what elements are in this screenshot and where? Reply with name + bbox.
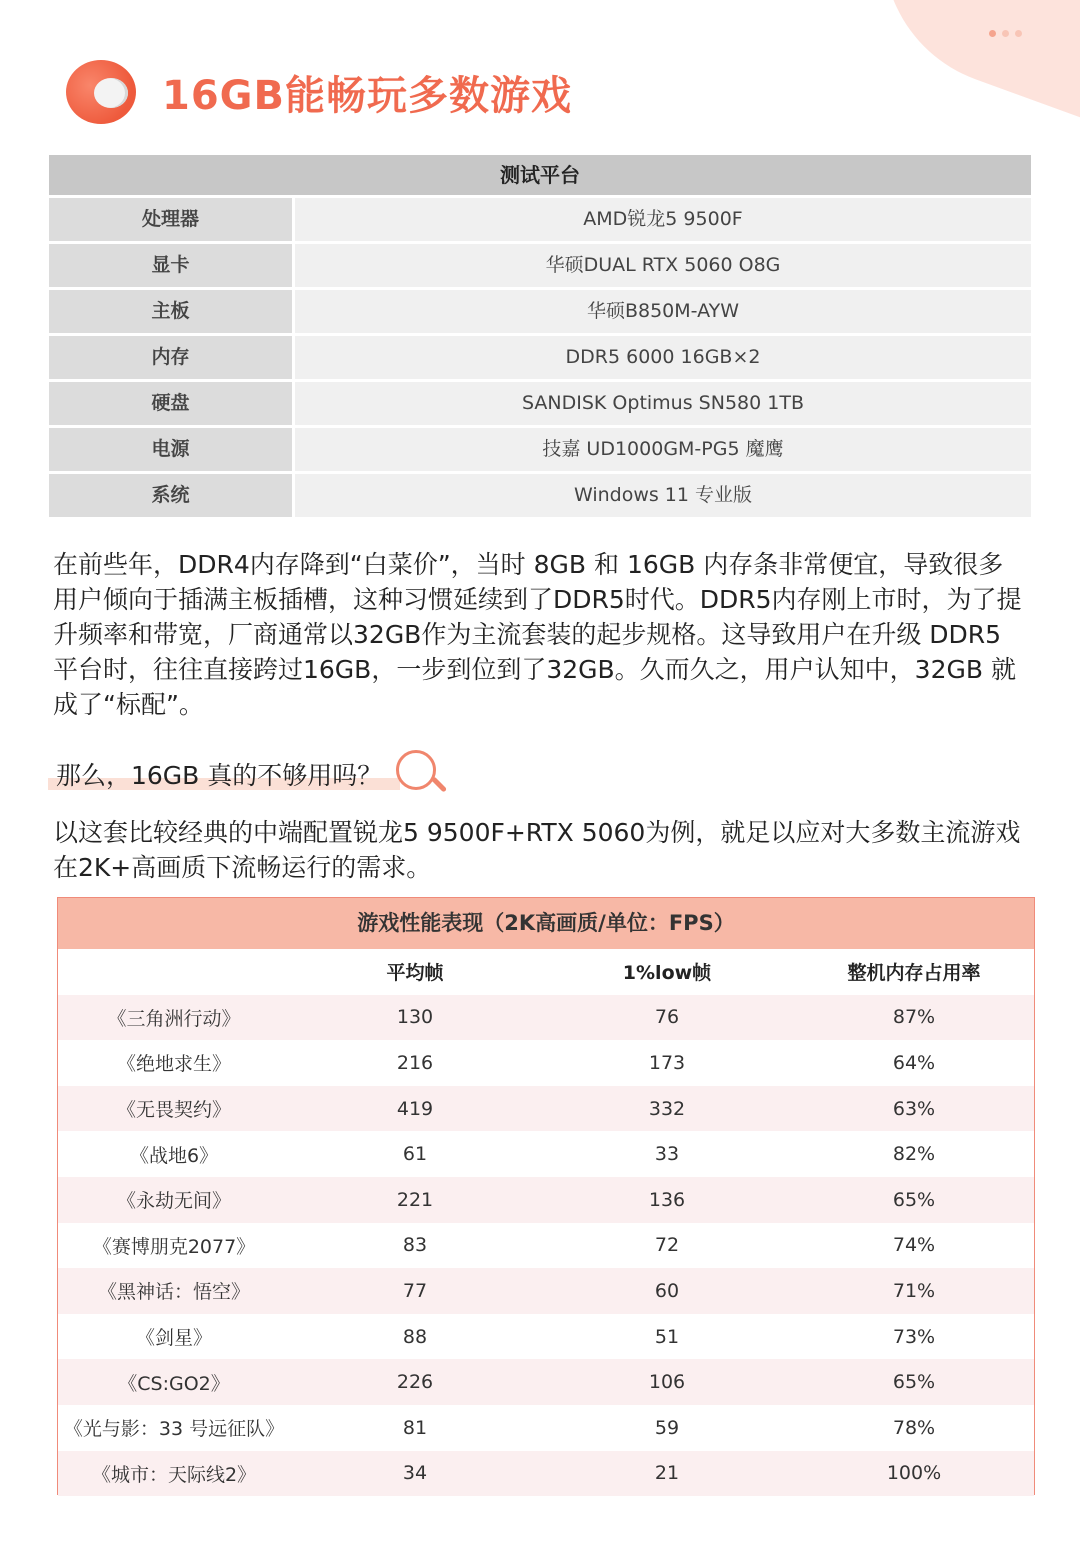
column-header: 平均帧 [386, 962, 444, 985]
table-row [58, 1131, 1034, 1177]
spec-value: AMD锐龙5 9500F [295, 198, 1031, 241]
table-row [58, 1223, 1034, 1269]
game-name: 《三角洲行动》 [107, 1007, 241, 1030]
low-fps: 59 [654, 1416, 680, 1439]
game-name: 《剑星》 [135, 1327, 212, 1350]
low-fps: 33 [654, 1143, 680, 1166]
spec-key: 硬盘 [49, 382, 292, 425]
spec-key: 主板 [49, 290, 292, 333]
spec-value: 技嘉 UD1000GM-PG5 魔鹰 [295, 428, 1031, 471]
performance-table [57, 897, 1035, 1495]
avg-fps: 34 [402, 1462, 428, 1485]
memory-usage: 74% [892, 1234, 936, 1257]
magnifier-icon [394, 748, 448, 800]
memory-usage: 78% [892, 1416, 936, 1439]
spec-table-header: 测试平台 [49, 155, 1031, 195]
table-row [58, 1177, 1034, 1223]
avg-fps: 130 [396, 1006, 434, 1029]
memory-usage: 71% [892, 1279, 936, 1302]
spec-row [49, 336, 1031, 379]
game-name: 《CS:GO2》 [118, 1372, 230, 1395]
page-heading [66, 60, 572, 124]
spec-row [49, 428, 1031, 471]
avg-fps: 81 [402, 1416, 428, 1439]
game-name: 《城市：天际线2》 [91, 1463, 257, 1486]
column-header: 1%low帧 [622, 962, 712, 985]
spec-key: 内存 [49, 336, 292, 379]
ring-logo-icon [66, 60, 138, 124]
table-row [58, 1405, 1034, 1451]
avg-fps: 216 [396, 1051, 434, 1074]
memory-usage: 87% [892, 1006, 936, 1029]
table-row [58, 1314, 1034, 1360]
avg-fps: 61 [402, 1143, 428, 1166]
spec-key: 系统 [49, 474, 292, 517]
spec-row [49, 382, 1031, 425]
low-fps: 51 [654, 1325, 680, 1348]
memory-usage: 73% [892, 1325, 936, 1348]
avg-fps: 83 [402, 1234, 428, 1257]
game-name: 《永劫无间》 [116, 1190, 231, 1213]
performance-table-header: 游戏性能表现（2K高画质/单位：FPS） [58, 898, 1034, 949]
page-title: 16GB能畅玩多数游戏 [162, 72, 572, 119]
performance-column-headers [58, 949, 1034, 995]
memory-usage: 64% [892, 1051, 936, 1074]
spec-key: 处理器 [49, 198, 292, 241]
low-fps: 332 [648, 1097, 686, 1120]
more-dots-icon [989, 30, 1022, 37]
avg-fps: 77 [402, 1279, 428, 1302]
memory-usage: 63% [892, 1097, 936, 1120]
game-name: 《绝地求生》 [116, 1053, 231, 1076]
avg-fps: 419 [396, 1097, 434, 1120]
spec-table [49, 155, 1031, 517]
spec-value: DDR5 6000 16GB×2 [295, 336, 1031, 379]
spec-row [49, 198, 1031, 241]
spec-value: 华硕DUAL RTX 5060 O8G [295, 244, 1031, 287]
spec-row [49, 244, 1031, 287]
spec-value: 华硕B850M-AYW [295, 290, 1031, 333]
table-row [58, 1451, 1034, 1497]
spec-value: Windows 11 专业版 [295, 474, 1031, 517]
spec-key: 显卡 [49, 244, 292, 287]
game-name: 《赛博朋克2077》 [92, 1235, 256, 1258]
question-line [48, 752, 448, 796]
memory-usage: 65% [892, 1188, 936, 1211]
avg-fps: 226 [396, 1371, 434, 1394]
table-row [58, 1086, 1034, 1132]
column-header: 整机内存占用率 [847, 962, 981, 985]
spec-row [49, 474, 1031, 517]
question-text: 那么，16GB 真的不够用吗？ [48, 756, 390, 792]
spec-value: SANDISK Optimus SN580 1TB [295, 382, 1031, 425]
table-row [58, 1268, 1034, 1314]
spec-row [49, 290, 1031, 333]
table-row [58, 1359, 1034, 1405]
intro-paragraph: 在前些年，DDR4内存降到“白菜价”，当时 8GB 和 16GB 内存条非常便宜，导致很多用户倾向于插满主板插槽，这种习惯延续到了DDR5时代。DDR5内存刚上市时，为了提升频率和带宽，厂商通常以32GB作为主流套装的起步规格。这导致用户在升级 DDR5 平台时，往往直接跨过16GB，一步到位到了32GB。久而久之，用户认知中，32GB 就成了“标配”。 [53, 550, 1022, 719]
corner-decoration [844, 0, 1080, 120]
table-row [58, 995, 1034, 1041]
memory-usage: 82% [892, 1143, 936, 1166]
memory-usage: 65% [892, 1371, 936, 1394]
spec-key: 电源 [49, 428, 292, 471]
example-paragraph: 以这套比较经典的中端配置锐龙5 9500F+RTX 5060为例，就足以应对大多数主流游戏在2K+高画质下流畅运行的需求。 [53, 818, 1021, 882]
game-name: 《战地6》 [129, 1144, 219, 1167]
avg-fps: 88 [402, 1325, 428, 1348]
low-fps: 72 [654, 1234, 680, 1257]
table-row [58, 1040, 1034, 1086]
game-name: 《无畏契约》 [116, 1099, 231, 1122]
low-fps: 106 [648, 1371, 686, 1394]
low-fps: 173 [648, 1051, 686, 1074]
memory-usage: 100% [886, 1462, 942, 1485]
low-fps: 60 [654, 1279, 680, 1302]
game-name: 《光与影：33 号远征队》 [63, 1418, 285, 1441]
low-fps: 76 [654, 1006, 680, 1029]
avg-fps: 221 [396, 1188, 434, 1211]
game-name: 《黑神话：悟空》 [97, 1281, 250, 1304]
low-fps: 21 [654, 1462, 680, 1485]
low-fps: 136 [648, 1188, 686, 1211]
